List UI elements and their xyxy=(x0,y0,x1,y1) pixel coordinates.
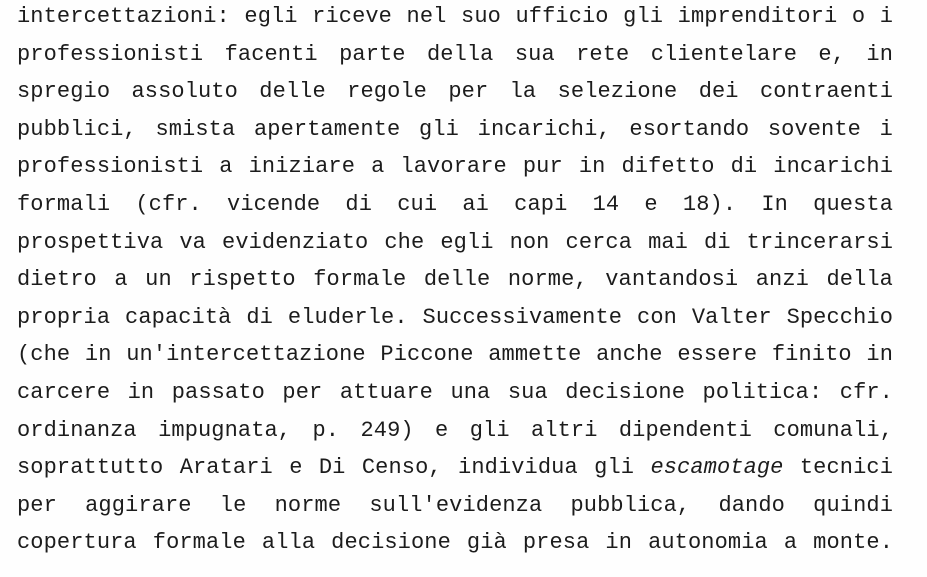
text-line: propria capacità di eluderle. Successivamente con Valter Specchio xyxy=(17,304,893,330)
text-line: (che in un'intercettazione Piccone ammette anche essere finito in xyxy=(17,342,893,368)
italic-term: escamotage xyxy=(650,455,784,481)
text-line: per aggirare le norme sull'evidenza pubblica, dando quindi xyxy=(17,492,893,518)
text-line: ordinanza impugnata, p. 249) e gli altri dipendenti comunali, xyxy=(17,417,893,443)
text-line: pubblici, smista apertamente gli incarichi, esortando sovente i xyxy=(17,116,893,142)
text-line: carcere in passato per attuare una sua decisione politica: cfr. xyxy=(17,379,893,405)
text-line: spregio assoluto delle regole per la selezione dei contraenti xyxy=(17,79,893,105)
text-line: dietro a un rispetto formale delle norme, vantandosi anzi della xyxy=(17,267,893,293)
text-line: professionisti facenti parte della sua rete clientelare e, in xyxy=(17,41,893,67)
text-segment: tecnici xyxy=(799,455,893,481)
text-line-with-italic xyxy=(17,449,893,487)
text-line: formali (cfr. vicende di cui ai capi 14 e 18). In questa xyxy=(17,191,893,217)
body-paragraph xyxy=(17,0,893,562)
text-line: prospettiva va evidenziato che egli non cerca mai di trincerarsi xyxy=(17,229,893,255)
text-line: intercettazioni: egli riceve nel suo ufficio gli imprenditori o i xyxy=(17,4,893,29)
text-segment: soprattutto Aratari e Di Censo, individua gli xyxy=(17,455,635,481)
text-line: professionisti a iniziare a lavorare pur in difetto di incarichi xyxy=(17,154,893,180)
text-line: copertura formale alla decisione già presa in autonomia a monte. xyxy=(17,530,893,556)
